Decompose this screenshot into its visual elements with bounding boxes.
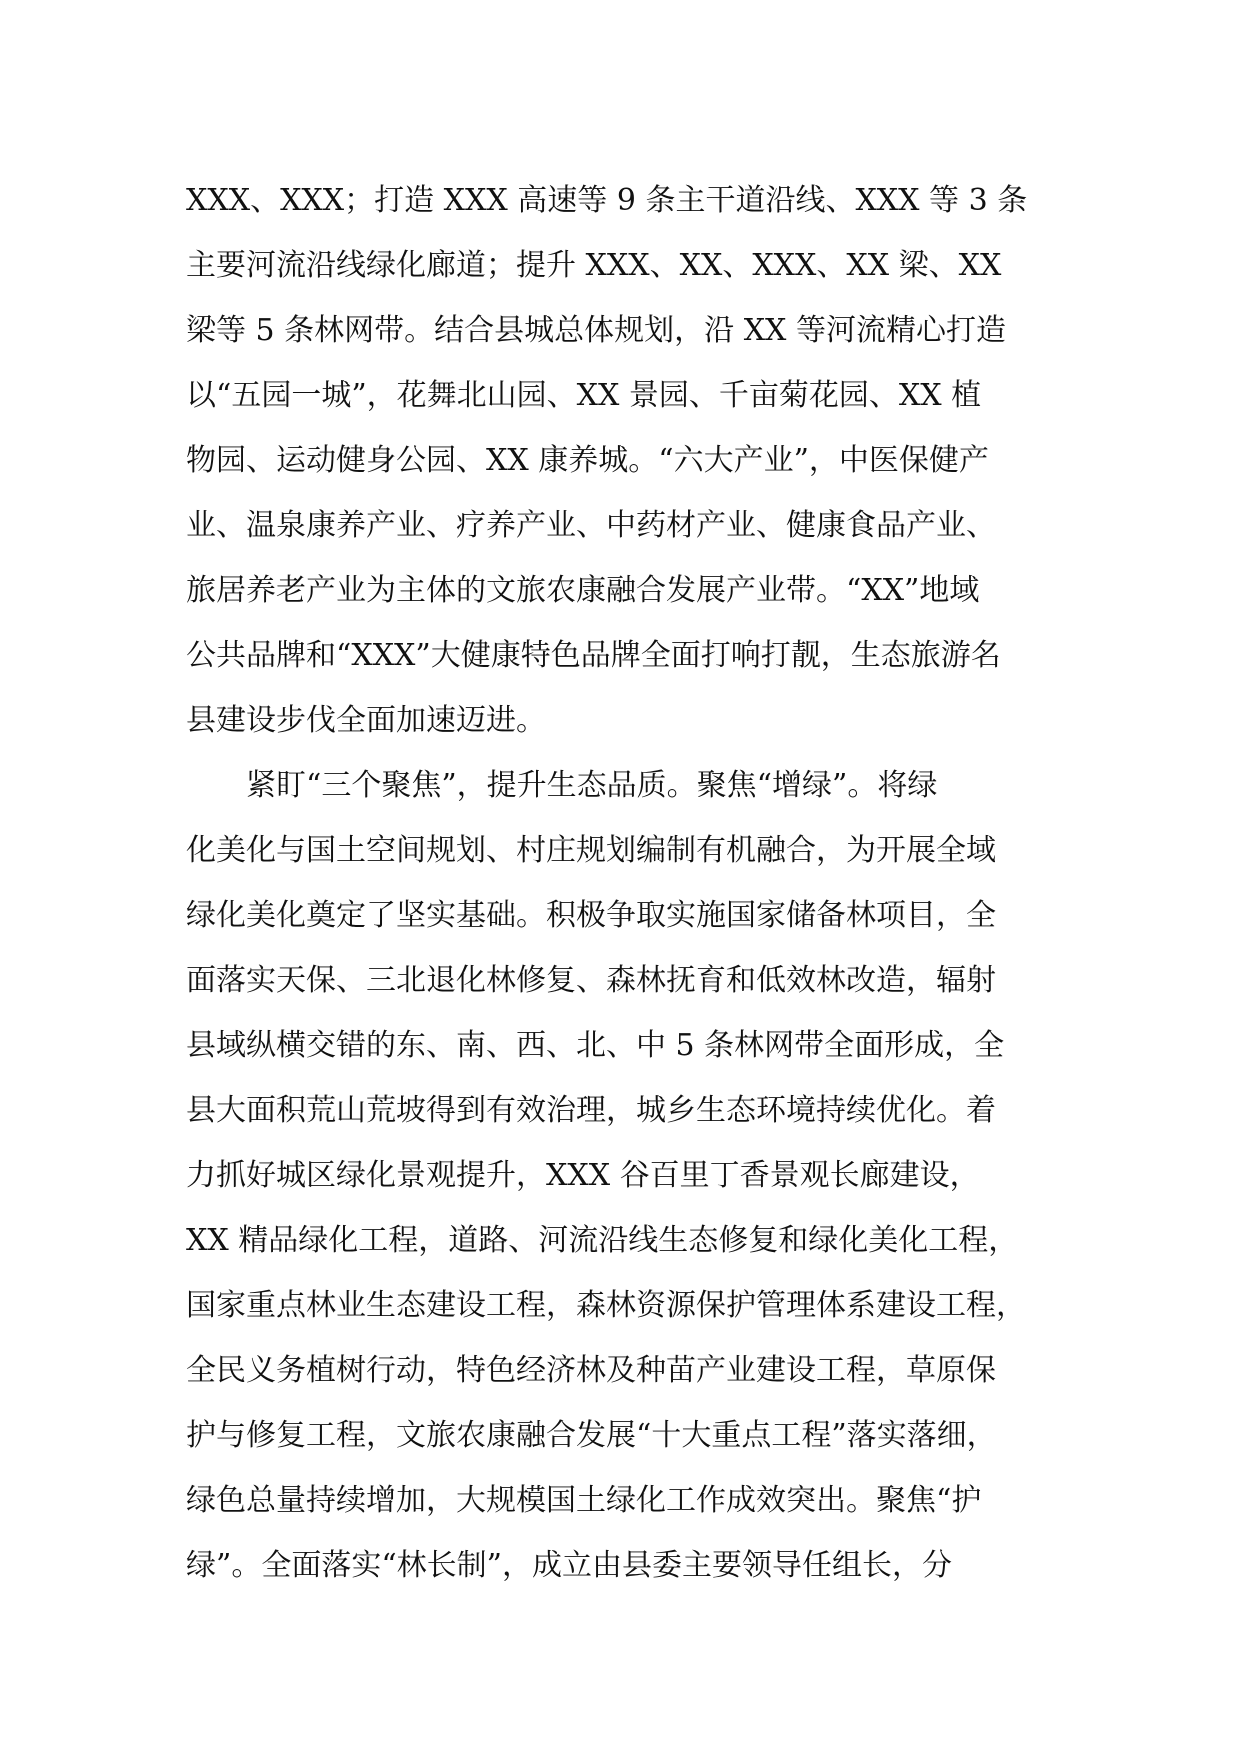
text-line: XX 精品绿化工程，道路、河流沿线生态修复和绿化美化工程， (186, 1223, 1019, 1258)
text-line: 以“五园一城”，花舞北山园、XX 景园、千亩菊花园、XX 植 (186, 378, 982, 413)
text-line: 力抓好城区绿化景观提升，XXX 谷百里丁香景观长廊建设， (186, 1158, 980, 1193)
text-line: 县大面积荒山荒坡得到有效治理，城乡生态环境持续优化。着 (186, 1093, 996, 1128)
text-line: 梁等 5 条林网带。结合县城总体规划，沿 XX 等河流精心打造 (186, 313, 1006, 348)
text-line: 绿色总量持续增加，大规模国土绿化工作成效突出。聚焦“护 (186, 1483, 982, 1518)
body-text (186, 168, 1086, 1598)
text-line: 主要河流沿线绿化廊道；提升 XXX、XX、XXX、XX 梁、XX (186, 248, 1002, 283)
text-line: 国家重点林业生态建设工程，森林资源保护管理体系建设工程， (186, 1288, 1026, 1323)
text-line: 紧盯“三个聚焦”，提升生态品质。聚焦“增绿”。将绿 (186, 768, 938, 803)
text-line: 全民义务植树行动，特色经济林及种苗产业建设工程，草原保 (186, 1353, 996, 1388)
text-line: 县建设步伐全面加速迈进。 (186, 703, 546, 738)
text-line: 县域纵横交错的东、南、西、北、中 5 条林网带全面形成，全 (186, 1028, 1005, 1063)
text-line: 护与修复工程，文旅农康融合发展“十大重点工程”落实落细， (186, 1418, 997, 1453)
text-line: 绿化美化奠定了坚实基础。积极争取实施国家储备林项目，全 (186, 898, 996, 933)
text-line: 公共品牌和“XXX”大健康特色品牌全面打响打靓，生态旅游名 (186, 638, 1001, 673)
text-line: 面落实天保、三北退化林修复、森林抚育和低效林改造，辐射 (186, 963, 996, 998)
text-line: XXX、XXX；打造 XXX 高速等 9 条主干道沿线、XXX 等 3 条 (186, 183, 1028, 218)
text-line: 业、温泉康养产业、疗养产业、中药材产业、健康食品产业、 (186, 508, 996, 543)
text-line: 化美化与国土空间规划、村庄规划编制有机融合，为开展全域 (186, 833, 996, 868)
text-line: 物园、运动健身公园、XX 康养城。“六大产业”，中医保健产 (186, 443, 989, 478)
text-line: 旅居养老产业为主体的文旅农康融合发展产业带。“XX”地域 (186, 573, 980, 608)
text-line: 绿”。全面落实“林长制”，成立由县委主要领导任组长，分 (186, 1548, 953, 1583)
